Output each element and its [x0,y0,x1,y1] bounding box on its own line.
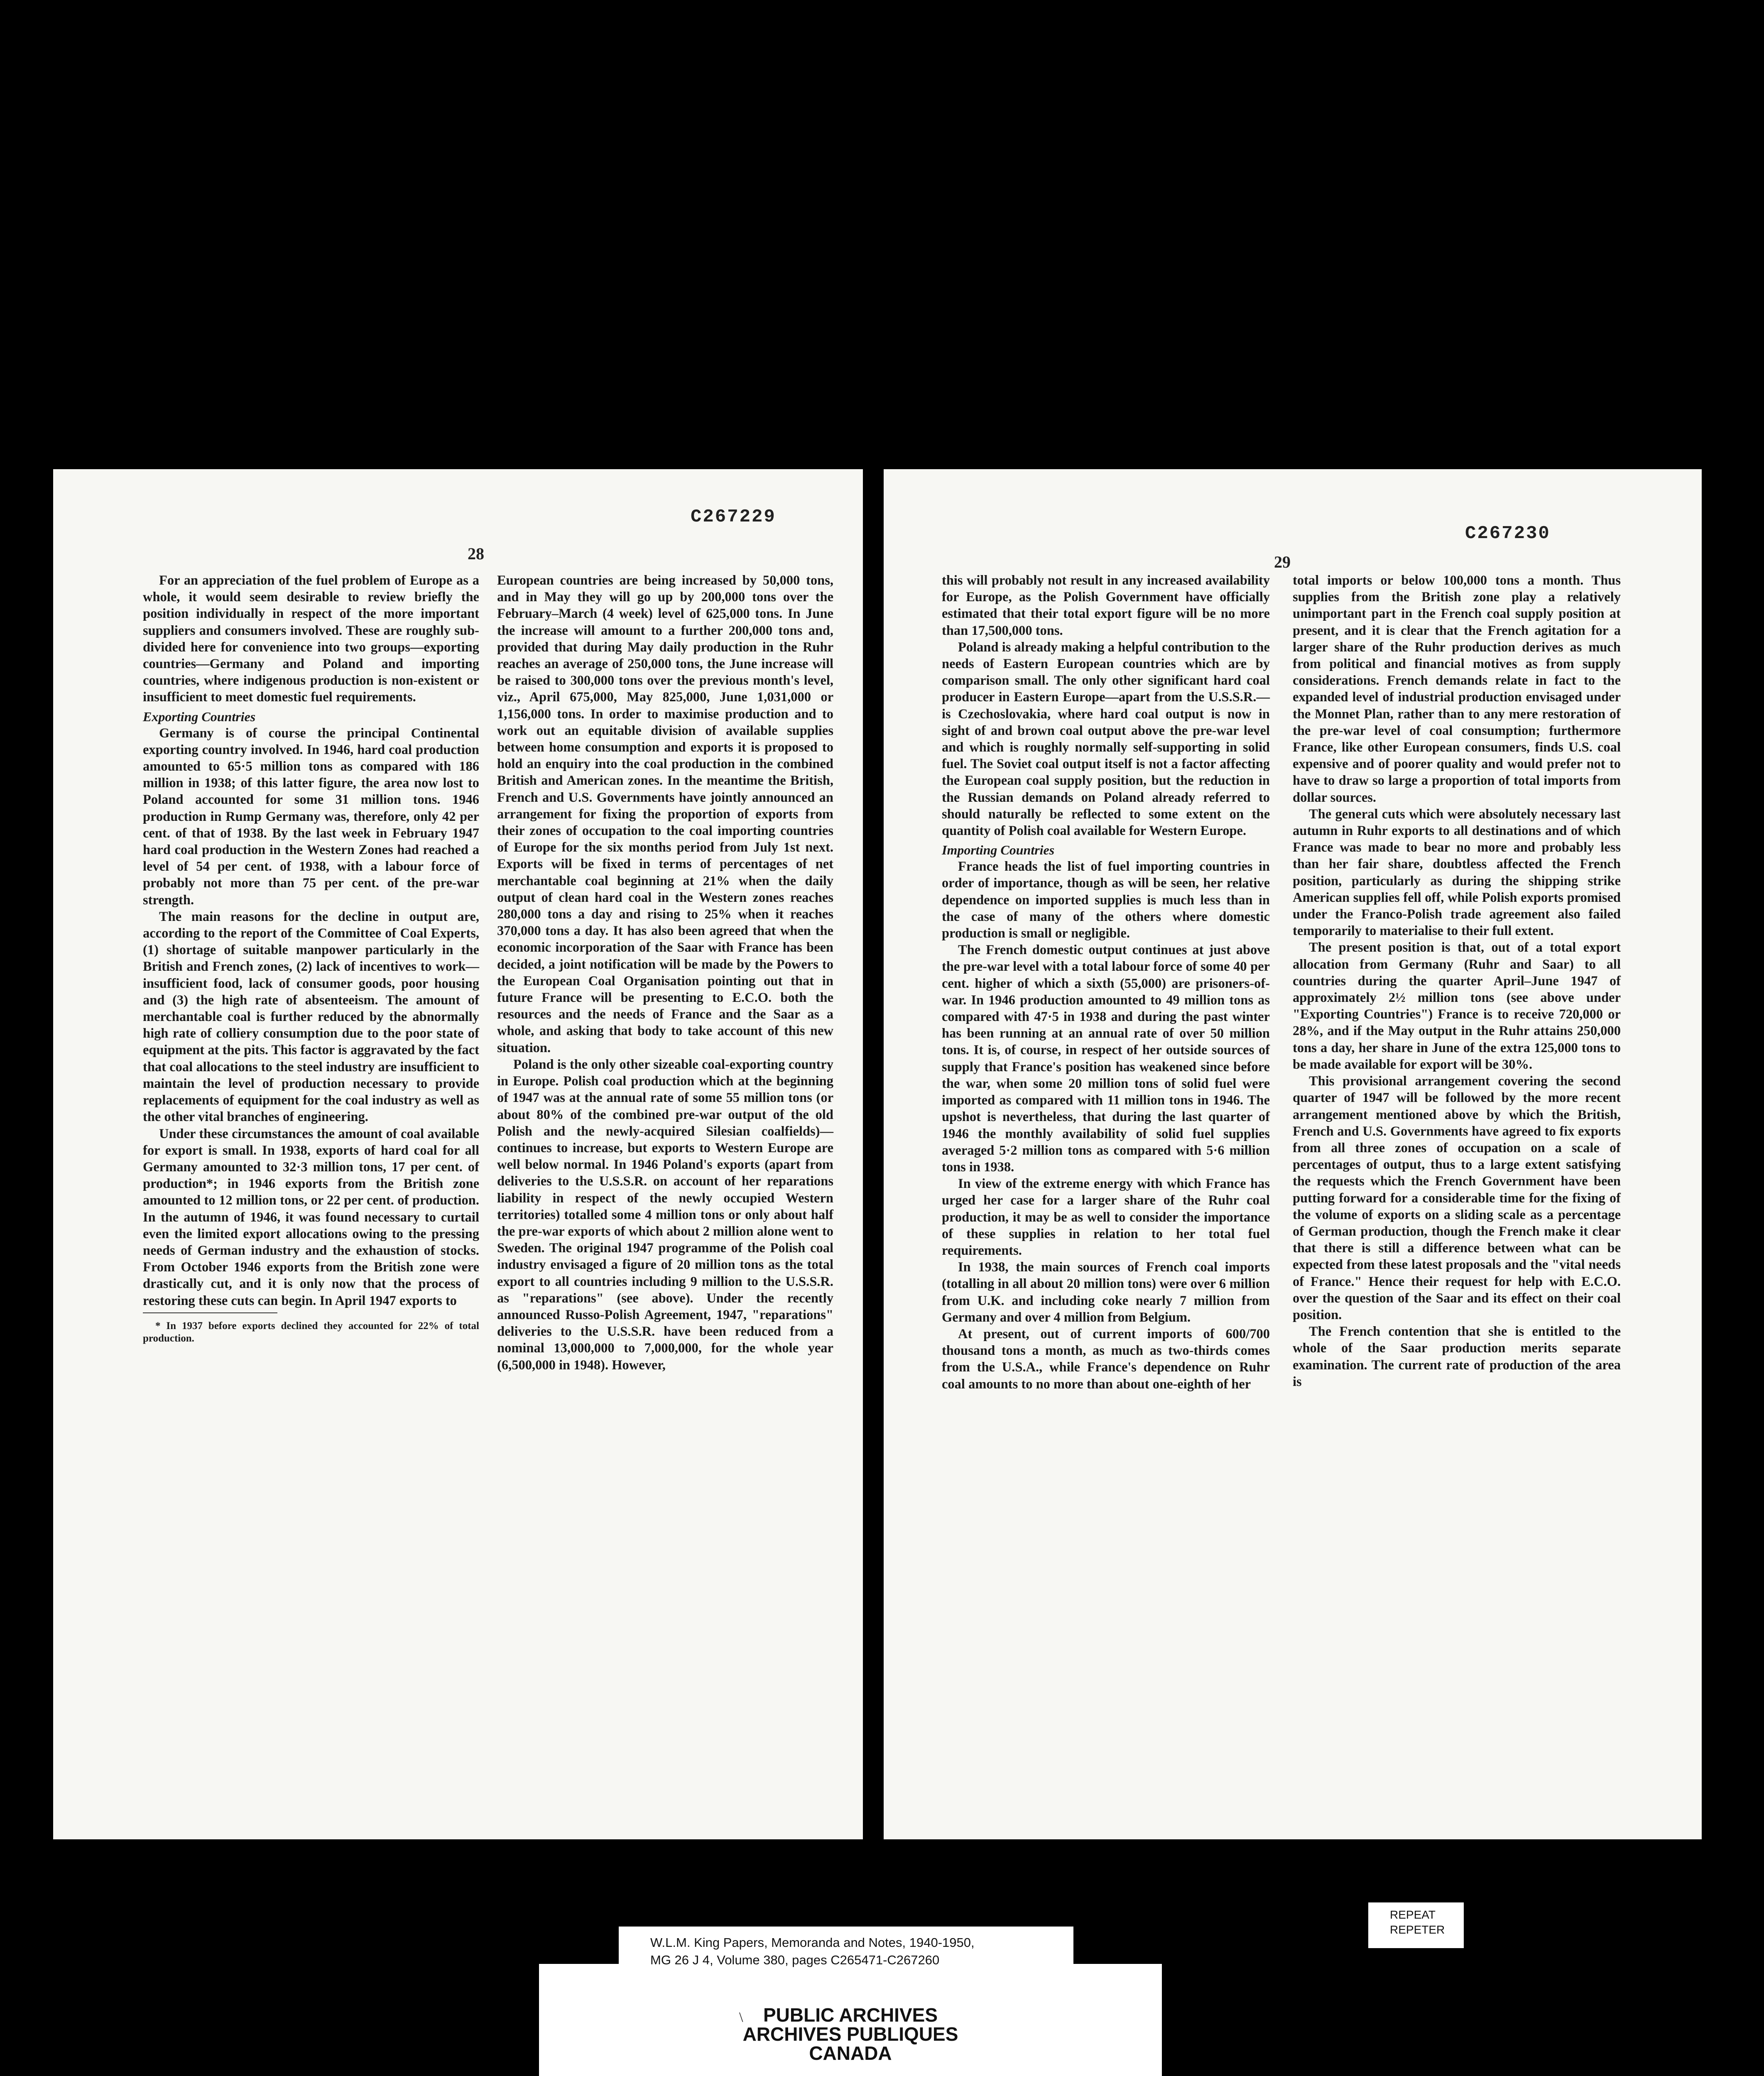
page-number: 29 [1274,553,1291,571]
archive-stamp: C267230 [1465,523,1551,544]
repeat-line: REPETER [1390,1923,1445,1936]
text-column-1 [942,572,1270,1393]
paragraph: The French domestic output continues at just above the pre-war level with a total labour force of some 40 per cent. higher of which a sixth (55,000) are prisoners-of-war. In 1946 production amounted to 49 million tons as compared with 47·5 in 1938 and during the past winter has been running at an annual rate of over 50 million tons. It is, of course, in respect of her outside sources of supply that France's position has weakened since before the war, when some 20 million tons of solid fuel were imported as compared with 11 million tons in 1946. The upshot is nevertheless, that during the last quarter of 1946 the monthly availability of solid fuel supplies averaged 5·2 million tons as compared with 5·6 million tons in 1938. [942,943,1270,1175]
paragraph: In view of the extreme energy with which France has urged her case for a larger share of the Ruhr coal production, it may be as well to consider the importance of these supplies in relation to her total fuel requirements. [942,1176,1270,1258]
paragraph: The French contention that she is entitled to the whole of the Saar production merits separate examination. The current rate of production of the area is [1293,1324,1621,1389]
paragraph: Poland is the only other sizeable coal-exporting country in Europe. Polish coal production which at the beginning of 1947 was at the annual rate of some 55 million tons (or about 80% of the combined pre-war output of the old Polish and the newly-acquired Silesian coalfields)—continues to increase, but exports to Western Europe are well below normal. In 1946 Poland's exports (apart from deliveries to the U.S.S.R. on account of her reparations liability in respect of the newly occupied Western territories) totalled some 4 million tons or only about half the pre-war exports of which about 2 million alone went to Sweden. The original 1947 programme of the Polish coal industry envisaged a figure of 20 million tons as the total export to all countries including 9 million to the U.S.S.R. as "reparations" (see above). Under the recently announced Russo-Polish Agreement, 1947, "reparations" deliveries to the U.S.S.R. have been reduced from a nominal 13,000,000 to 7,000,000, for the whole year (6,500,000 in 1948). However, [497,1057,833,1373]
archive-stamp: C267229 [691,507,776,527]
paragraph: The present position is that, out of a total export allocation from Germany (Ruhr and Saar) to all countries during the quarter April–June 1947 of approximately 2½ million tons (see above under "Exporting Countries") France is to receive 720,000 or 28%, and if the May output in the Ruhr attains 250,000 tons a day, her share in June of the extra 125,000 tons to be made available for export will be 30%. [1293,940,1621,1072]
paragraph: In 1938, the main sources of French coal imports (totalling in all about 20 million tons) were over 6 million from U.K. and including coke nearly 7 million from Germany and over 4 million from Belgium. [942,1260,1270,1325]
paragraph: total imports or below 100,000 tons a month. Thus supplies from the British zone play a relatively unimportant part in the French coal supply position at present, and it is clear that the French agitation for a larger share of the Ruhr production derives as much from political and financial motives as from supply considerations. French demands relate in fact to the expanded level of industrial production envisaged under the Monnet Plan, rather than to any mere restoration of the pre-war level of coal consumption; furthermore France, like other European consumers, finds U.S. coal expensive and of poorer quality and would prefer not to have to draw so large a proportion of total imports from dollar sources. [1293,573,1621,805]
page-number: 28 [468,544,484,563]
paragraph: this will probably not result in any increased availability for Europe, as the Polish Government have officially estimated that their total export figure will be no more than 17,500,000 tons. [942,573,1270,638]
archives-line: PUBLIC ARCHIVES [763,2004,938,2026]
archives-label [539,2005,1162,2063]
citation-line: MG 26 J 4, Volume 380, pages C265471-C267260 [650,1953,940,1967]
paragraph: European countries are being increased by 50,000 tons, and in May they will go up by 200,000 tons over the February–March (4 week) level of 625,000 tons. In June the increase will amount to a further 200,000 tons and, provided that during May daily production in the Ruhr reaches an average of 250,000 tons, the June increase will be raised to 300,000 tons over the previous month's level, viz., April 675,000, May 825,000, June 1,031,000 or 1,156,000 tons. In order to maximise production and to work out an equitable division of available supplies between home consumption and exports it is proposed to hold an enquiry into the coal production in the combined British and American zones. In the meantime the British, French and U.S. Governments have jointly announced an arrangement for fixing the proportion of exports from their zones of occupation to the coal importing countries of Europe for the six months period from July 1st next. Exports will be fixed in terms of percentages of net merchantable coal beginning at 21% when the daily output of clean hard coal in the Western zones reaches 280,000 tons a day and rising to 25% when it reaches 370,000 tons a day. It has also been agreed that when the economic incorporation of the Saar with France has been decided, a joint notification will be made by the Powers to the European Coal Organisation pointing out that in future France will be presenting to E.C.O. both the resources and the needs of France and the Saar as a whole, and asking that body to take account of this new situation. [497,573,833,1055]
paragraph: This provisional arrangement covering the second quarter of 1947 will be followed by the more recent arrangement mentioned above by which the British, French and U.S. Governments have agreed to fix exports from all three zones of occupation on a scale of percentages of output, thus to a large extent satisfying the requests which the French Government have been putting forward for a considerable time for the fixing of the volume of exports on a sliding scale as a percentage of German production, though the French make it clear that there is still a difference between what can be expected from these latest proposals and the "vital needs of France." Hence their request for help with E.C.O. over the question of the Saar and its effect on their coal position. [1293,1074,1621,1322]
paragraph: Poland is already making a helpful contribution to the needs of Eastern European countries which are by comparison small. The only other significant hard coal producer in Eastern Europe—apart from the U.S.S.R.—is Czechoslovakia, where hard coal output is now in sight of and brown coal output above the pre-war level and which is roughly normally self-supporting in solid fuel. The Soviet coal output itself is not a factor affecting the European coal supply position, but the reduction in the Russian demands on Poland already referred to should naturally be reflected to some extent on the quantity of Polish coal available for Western Europe. [942,639,1270,839]
citation-line: W.L.M. King Papers, Memoranda and Notes, 1940-1950, [650,1935,975,1950]
paragraph: France heads the list of fuel importing countries in order of importance, though as will be seen, her relative dependence on imported supplies is much less than in the case of many of the others where domestic production is small or negligible. [942,859,1270,941]
left-page [53,469,863,1839]
paragraph: The main reasons for the decline in output are, according to the report of the Committee of Coal Experts, (1) shortage of suitable manpower particularly in the British and French zones, (2) lack of incentives to work—insufficient food, lack of consumer goods, poor housing and (3) the high rate of absenteeism. The amount of merchantable coal is further reduced by the abnormally high rate of colliery consumption due to the poor state of equipment at the pits. This factor is aggravated by the fact that coal allocations to the steel industry are insufficient to maintain the level of production necessary to provide replacements of equipment for the coal industry as well as the other vital branches of engineering. [143,909,479,1125]
paragraph: Under these circumstances the amount of coal available for export is small. In 1938, exports of hard coal for all Germany amounted to 32·3 million tons, 17 per cent. of production*; in 1946 exports from the British zone amounted to 12 million tons, or 22 per cent. of production. In the autumn of 1946, it was found necessary to curtail even the limited export allocations owing to the pressing needs of German industry and the exhaustion of stocks. From October 1946 exports from the British zone were drastically cut, and it is only now that the process of restoring these cuts can begin. In April 1947 exports to [143,1126,479,1308]
paragraph: Germany is of course the principal Continental exporting country involved. In 1946, hard coal production amounted to 65·5 million tons as compared with 186 million in 1938; of this latter figure, the area now lost to Poland accounted for some 31 million tons. 1946 production in Rump Germany was, therefore, only 42 per cent. of that of 1938. By the last week in February 1947 hard coal production in the Western Zones had reached a level of 54 per cent. of 1938, with a labour force of probably not more than 75 per cent. of the pre-war strength. [143,725,479,908]
repeat-line: REPEAT [1390,1908,1436,1921]
paragraph: At present, out of current imports of 600/700 thousand tons a month, as much as two-thirds comes from the U.S.A., while France's dependence on Ruhr coal amounts to no more than about one-eighth of her [942,1326,1270,1392]
citation-label [619,1927,1073,1985]
section-heading: Importing Countries [942,842,1055,858]
text-column-2 [497,572,833,1373]
right-page [884,469,1702,1839]
text-column-1 [143,572,479,1345]
archives-line: CANADA [809,2042,892,2064]
footnote: * In 1937 before exports declined they accounted for 22% of total production. [143,1320,479,1344]
paragraph: The general cuts which were absolutely necessary last autumn in Ruhr exports to all destinations and of which France was made to bear no more and probably less than her fair share, doubtless affected the French position, particularly as during the shipping strike American supplies fell off, while Polish exports promised under the Franco-Polish trade agreement also failed temporarily to materialise to their full extent. [1293,806,1621,939]
section-heading: Exporting Countries [143,709,256,724]
text-column-2 [1293,572,1621,1390]
archives-line: ARCHIVES PUBLIQUES [742,2023,958,2045]
repeat-label [1368,1902,1464,1948]
paragraph: For an appreciation of the fuel problem of Europe as a whole, it would seem desirable to review briefly the position individually in respect of the more important suppliers and consumers involved. These are roughly sub-divided here for convenience into two groups—exporting countries—Germany and Poland and importing countries, where indigenous production is non-existent or insufficient to meet domestic fuel requirements. [143,573,479,705]
tick-mark: \ [739,2010,743,2025]
footnote-rule [143,1312,277,1313]
